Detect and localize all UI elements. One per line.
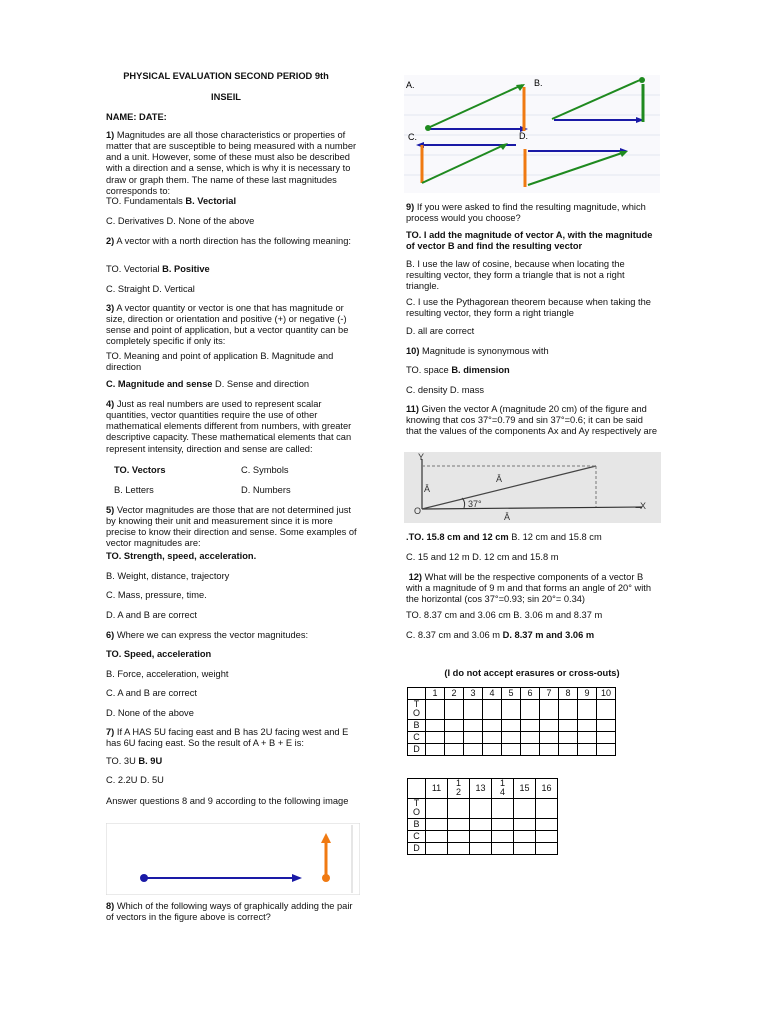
grid-header-cell: 1 2 — [448, 779, 470, 799]
question-5: 5) Vector magnitudes are those that are not determined just by knowing their unit and measurement since it is more precise to know their direction and sense. Some examples of vector magnitudes are: — [106, 505, 357, 549]
answer-cell[interactable] — [578, 731, 597, 743]
question-10: 10) Magnitude is synonymous with — [406, 346, 549, 356]
grid-corner-cell — [408, 779, 426, 799]
answer-cell[interactable] — [483, 700, 502, 720]
answer-cell[interactable] — [464, 700, 483, 720]
q2-option-line-2: C. Straight D. Vertical — [106, 284, 195, 294]
question-1: 1) Magnitudes are all those characteristics or properties of matter that are susceptible to being measured with a number and a unit. However, some of these must also be described with a direction and a sense, which is why it is necessary to draw or graph them. The name of these last magnitudes corresponds to: — [106, 130, 357, 196]
answer-cell[interactable] — [426, 842, 448, 854]
answer-cell[interactable] — [521, 700, 540, 720]
grid-row — [408, 719, 616, 731]
question-2: 2) A vector with a north direction has the following meaning: — [106, 236, 351, 246]
q6-option-3: C. A and B are correct — [106, 688, 197, 698]
answer-cell[interactable] — [448, 830, 470, 842]
grid-header-cell: 9 — [578, 688, 597, 700]
answer-cell[interactable] — [578, 743, 597, 755]
answer-cell[interactable] — [492, 830, 514, 842]
q3-option-line-2: C. Magnitude and sense D. Sense and direction — [106, 379, 310, 389]
grid-header-cell: 16 — [536, 779, 558, 799]
q5-option-4: D. A and B are correct — [106, 610, 197, 620]
answer-cell[interactable] — [445, 743, 464, 755]
answer-cell[interactable] — [464, 743, 483, 755]
grid-row — [408, 798, 558, 818]
answer-cell[interactable] — [426, 700, 445, 720]
answer-cell[interactable] — [597, 719, 616, 731]
svg-text:Ā: Ā — [424, 484, 431, 494]
answer-cell[interactable] — [540, 719, 559, 731]
answer-cell[interactable] — [470, 818, 492, 830]
q6-option-1: TO. Speed, acceleration — [106, 649, 212, 659]
q9-option-3: C. I use the Pythagorean theorem because when taking the resulting vector, they form a right triangle — [406, 297, 651, 319]
grid-header-cell: 2 — [445, 688, 464, 700]
grid-row-label: D — [408, 842, 426, 854]
answer-cell[interactable] — [426, 818, 448, 830]
grid-header-cell: 8 — [559, 688, 578, 700]
answer-cell[interactable] — [426, 743, 445, 755]
answer-cell[interactable] — [492, 798, 514, 818]
answer-cell[interactable] — [426, 719, 445, 731]
answer-cell[interactable] — [492, 842, 514, 854]
svg-text:Ā: Ā — [504, 512, 511, 522]
grid-header-cell: 13 — [470, 779, 492, 799]
question-4: 4) Just as real numbers are used to represent scalar quantities, vector quantities require the use of other mathematical elements different from numbers, with greater descriptive capacity. These mathematical elements that can represent intensity, direction and sense are called: — [106, 399, 352, 454]
answer-cell[interactable] — [502, 743, 521, 755]
answer-cell[interactable] — [521, 743, 540, 755]
vector-a-origin — [140, 874, 148, 882]
q5-option-3: C. Mass, pressure, time. — [106, 590, 207, 600]
origin-label: O — [414, 506, 422, 516]
answer-cell[interactable] — [514, 842, 536, 854]
q1-option-line-2: C. Derivatives D. None of the above — [106, 216, 255, 226]
q4-option-a: TO. Vectors — [114, 465, 166, 475]
q4-option-d: D. Numbers — [241, 485, 291, 495]
answer-cell[interactable] — [445, 719, 464, 731]
q7-option-line-1: TO. 3U B. 9U — [106, 756, 163, 766]
answer-cell[interactable] — [540, 731, 559, 743]
answer-cell[interactable] — [521, 731, 540, 743]
answer-cell[interactable] — [483, 719, 502, 731]
q12-option-line-2: C. 8.37 cm and 3.06 m D. 8.37 m and 3.06 m — [406, 630, 595, 640]
q5-option-2: B. Weight, distance, trajectory — [106, 571, 230, 581]
answer-cell[interactable] — [470, 830, 492, 842]
q3-option-line-1: TO. Meaning and point of application B. Magnitude and direction — [106, 351, 334, 373]
q11-option-line-1: .TO. 15.8 cm and 12 cm B. 12 cm and 15.8 cm — [406, 532, 602, 542]
answer-cell[interactable] — [578, 700, 597, 720]
q11-option-line-2: C. 15 and 12 m D. 12 cm and 15.8 m — [406, 552, 559, 562]
question-3: 3) A vector quantity or vector is one that has magnitude or size, direction or orientation and positive (+) or negative (-) sense and point of application, but a vector quantity can be completely specific if only its: — [106, 303, 349, 347]
grid-row-label: D — [408, 743, 426, 755]
grid-header-cell: 6 — [521, 688, 540, 700]
grid-header-cell: 5 — [502, 688, 521, 700]
grid-row-label: C — [408, 731, 426, 743]
page-title: PHYSICAL EVALUATION SECOND PERIOD 9th — [123, 71, 329, 81]
question-6: 6) Where we can express the vector magnitudes: — [106, 630, 309, 640]
name-date-line: NAME: DATE: — [106, 112, 167, 122]
answer-cell[interactable] — [470, 798, 492, 818]
q8-9-intro: Answer questions 8 and 9 according to the following image — [106, 796, 349, 806]
question-7: 7) If A HAS 5U facing east and B has 2U facing west and E has 6U facing east. So the result of A + B + E is: — [106, 727, 349, 749]
q6-option-2: B. Force, acceleration, weight — [106, 669, 229, 679]
grid-header-cell: 10 — [597, 688, 616, 700]
answer-cell[interactable] — [470, 842, 492, 854]
answer-cell[interactable] — [448, 818, 470, 830]
svg-text:Ā: Ā — [496, 474, 503, 484]
grid-header-cell: 1 4 — [492, 779, 514, 799]
answer-cell[interactable] — [521, 719, 540, 731]
grid-row — [408, 743, 616, 755]
answer-cell[interactable] — [445, 700, 464, 720]
grid-header-cell: 15 — [514, 779, 536, 799]
q9-option-2: B. I use the law of cosine, because when locating the resulting vector, they form a triangle that is not a right triangle. — [406, 259, 625, 292]
answer-cell[interactable] — [559, 719, 578, 731]
answer-cell[interactable] — [426, 798, 448, 818]
answer-cell[interactable] — [483, 731, 502, 743]
q9-option-4: D. all are correct — [406, 326, 475, 336]
answer-cell[interactable] — [502, 719, 521, 731]
answer-cell[interactable] — [426, 731, 445, 743]
grid-header-cell: 7 — [540, 688, 559, 700]
answer-cell[interactable] — [514, 798, 536, 818]
answer-grid-1 — [407, 687, 616, 756]
q2-option-line-1: TO. Vectorial B. Positive — [106, 264, 210, 274]
option-d-label: D. — [519, 131, 528, 141]
answer-cell[interactable] — [540, 700, 559, 720]
answer-note: (I do not accept erasures or cross-outs) — [444, 668, 620, 678]
answer-cell[interactable] — [492, 818, 514, 830]
q4-option-b: B. Letters — [114, 485, 154, 495]
answer-cell[interactable] — [597, 700, 616, 720]
q10-option-line-1: TO. space B. dimension — [406, 365, 510, 375]
question-12: 12) What will be the respective components of a vector B with a magnitude of 9 m and that forms an angle of 20° with the horizontal (cos 37°=0.93; sin 20°= 0.34) — [406, 572, 652, 605]
grid-row — [408, 700, 616, 720]
answer-cell[interactable] — [578, 719, 597, 731]
q9-option-1: TO. I add the magnitude of vector A, with the magnitude of vector B and find the resulting vector — [406, 230, 653, 252]
grid-row — [408, 830, 558, 842]
question-9: 9) If you were asked to find the resulting magnitude, which process would you choose? — [406, 202, 646, 224]
answer-cell[interactable] — [536, 798, 558, 818]
grid-corner-cell — [408, 688, 426, 700]
q6-option-4: D. None of the above — [106, 708, 194, 718]
option-c-label: C. — [408, 132, 417, 142]
answer-cell[interactable] — [559, 743, 578, 755]
question-11: 11) Given the vector A (magnitude 20 cm) of the figure and knowing that cos 37°=0.79 and sin 37°=0.6; it can be said that the values of the components Ax and Ay respectively are — [406, 404, 657, 437]
answer-cell[interactable] — [597, 731, 616, 743]
grid-row-label: B — [408, 719, 426, 731]
q10-option-line-2: C. density D. mass — [406, 385, 485, 395]
grid-header-cell: 3 — [464, 688, 483, 700]
school-name: INSEIL — [211, 92, 241, 102]
vector-pair-figure — [106, 823, 360, 895]
answer-cell[interactable] — [559, 700, 578, 720]
grid-row-label: B — [408, 818, 426, 830]
answer-grid-2 — [407, 778, 558, 855]
option-b-label: B. — [534, 78, 543, 88]
grid-row — [408, 842, 558, 854]
q7-option-line-2: C. 2.2U D. 5U — [106, 775, 164, 785]
answer-cell[interactable] — [483, 743, 502, 755]
answer-cell[interactable] — [464, 719, 483, 731]
answer-cell[interactable] — [536, 818, 558, 830]
q12-option-line-1: TO. 8.37 cm and 3.06 cm B. 3.06 m and 8.37 m — [406, 610, 603, 620]
answer-cell[interactable] — [426, 830, 448, 842]
grid-header-cell: 4 — [483, 688, 502, 700]
answer-cell[interactable] — [464, 731, 483, 743]
answer-cell[interactable] — [448, 798, 470, 818]
x-axis-label: X — [640, 501, 647, 511]
answer-cell[interactable] — [536, 842, 558, 854]
grid-row — [408, 818, 558, 830]
answer-cell[interactable] — [514, 818, 536, 830]
answer-cell[interactable] — [502, 731, 521, 743]
answer-cell[interactable] — [502, 700, 521, 720]
vector-components-figure — [404, 452, 661, 523]
question-8: 8) Which of the following ways of graphically adding the pair of vectors in the figure above is correct? — [106, 901, 353, 923]
vector-b-origin — [322, 874, 330, 882]
y-axis-label: Y — [418, 452, 425, 462]
grid-row-label: C — [408, 830, 426, 842]
grid-row-label: T O — [408, 798, 426, 818]
q1-option-line-1: TO. Fundamentals B. Vectorial — [106, 196, 237, 206]
q4-option-c: C. Symbols — [241, 465, 289, 475]
vector-sum-options-figure — [404, 75, 660, 193]
answer-cell[interactable] — [540, 743, 559, 755]
answer-cell[interactable] — [559, 731, 578, 743]
grid-row-label: T O — [408, 700, 426, 720]
answer-cell[interactable] — [597, 743, 616, 755]
grid-header-cell: 11 — [426, 779, 448, 799]
answer-cell[interactable] — [536, 830, 558, 842]
answer-cell[interactable] — [448, 842, 470, 854]
grid-row — [408, 731, 616, 743]
grid-header-cell: 1 — [426, 688, 445, 700]
q5-option-1: TO. Strength, speed, acceleration. — [106, 551, 257, 561]
angle-label: 37° — [468, 499, 482, 509]
option-a-label: A. — [406, 80, 415, 90]
answer-cell[interactable] — [514, 830, 536, 842]
answer-cell[interactable] — [445, 731, 464, 743]
